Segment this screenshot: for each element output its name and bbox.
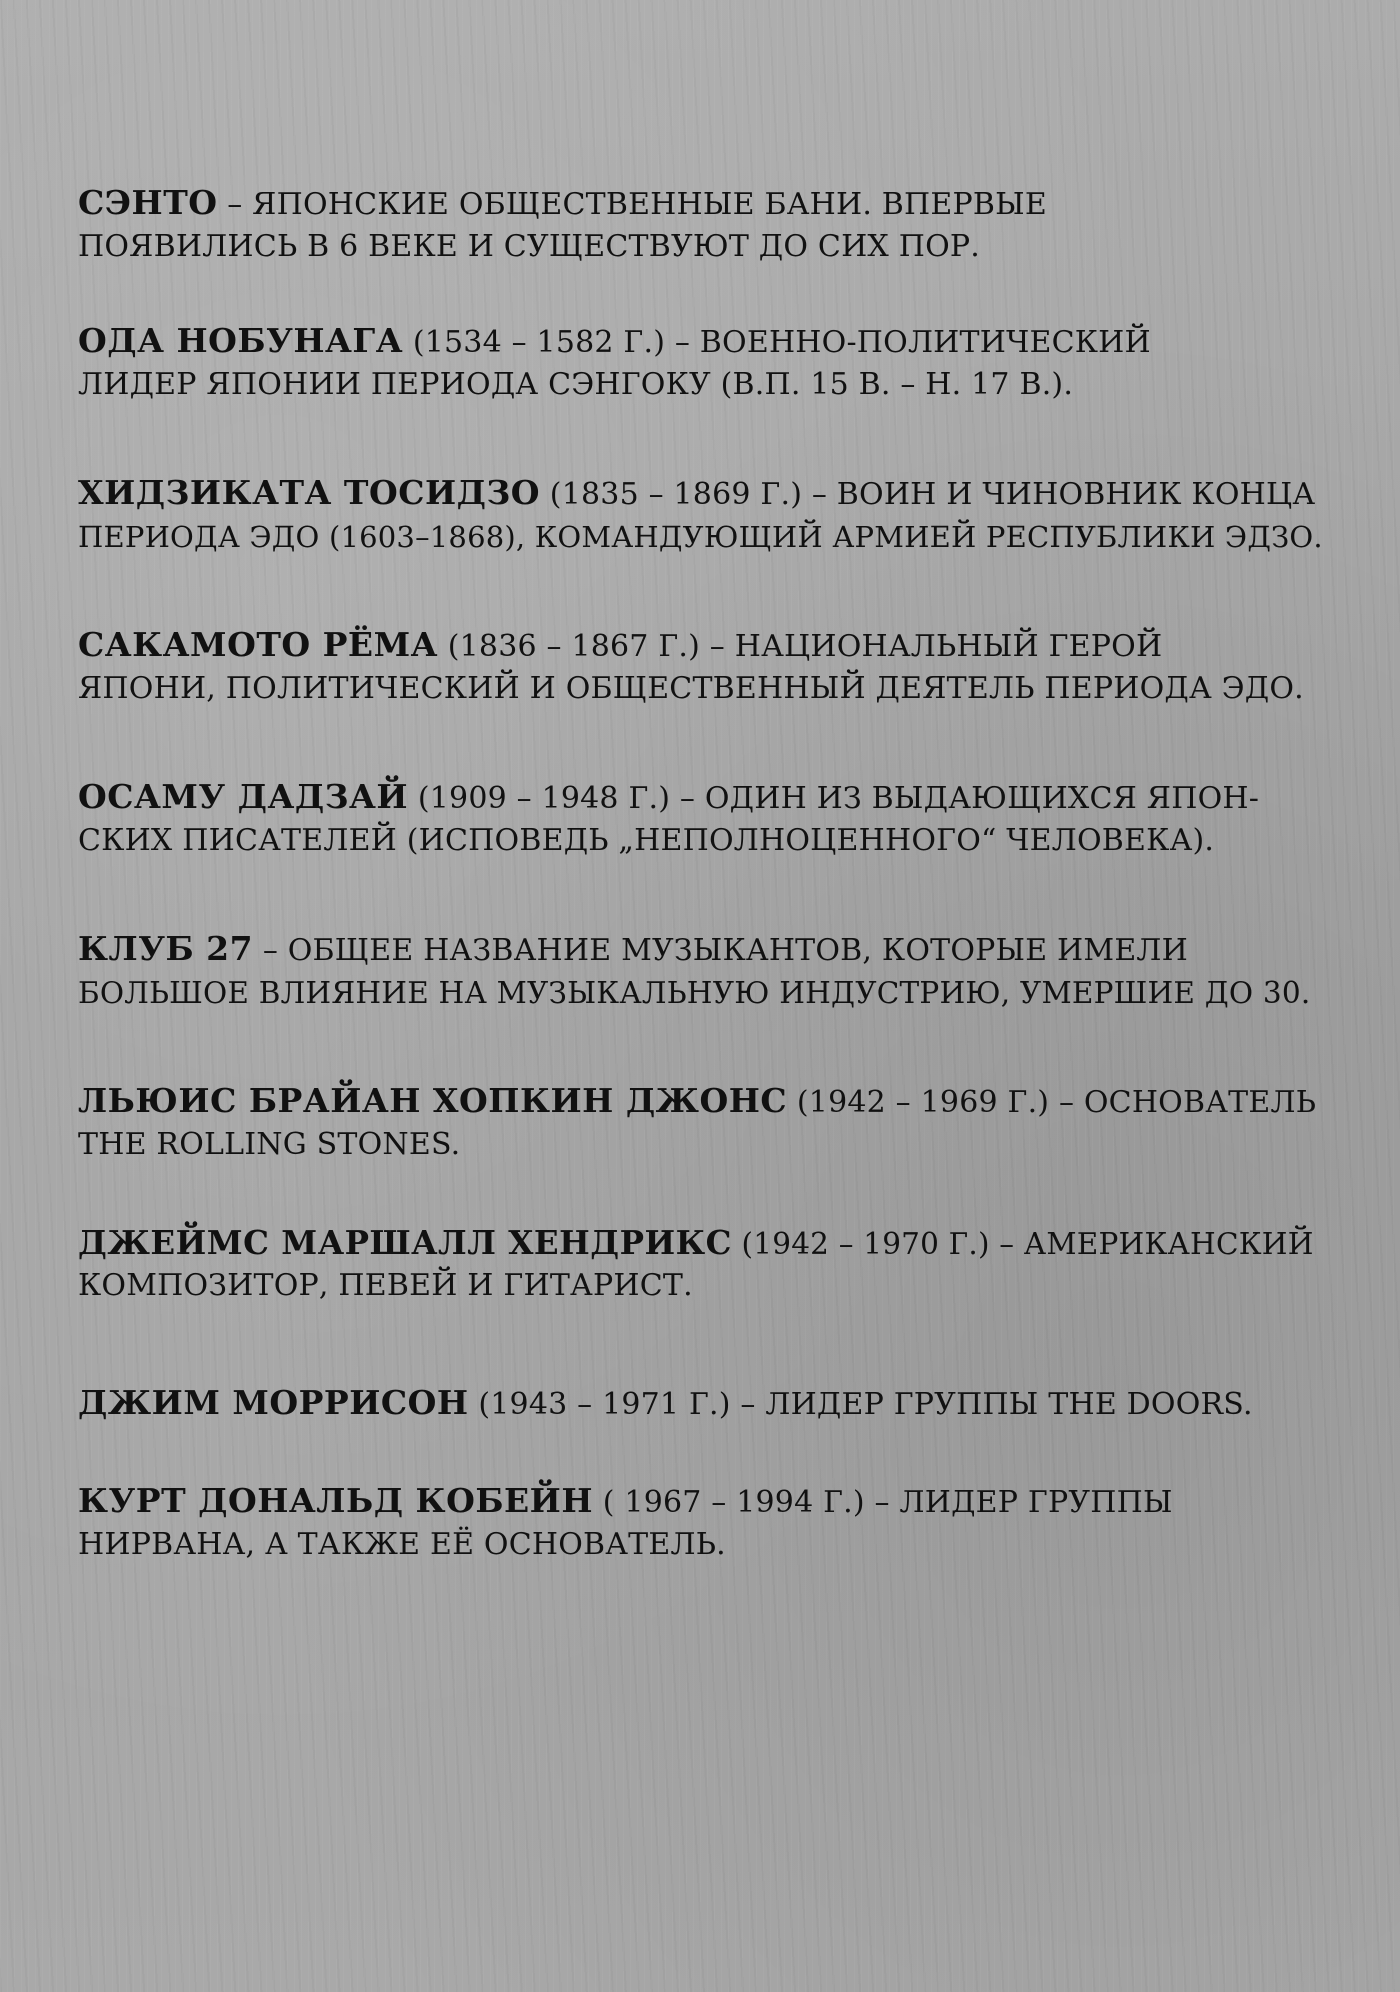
entry-text: ( 1967 – 1994 Г.) – ЛИДЕР ГРУППЫ (593, 1485, 1173, 1520)
entry-term: ОСАМУ ДАДЗАЙ (78, 777, 409, 816)
entry-term: ДЖИМ МОРРИСОН (78, 1383, 469, 1422)
entry-text: (1943 – 1971 Г.) – ЛИДЕР ГРУППЫ THE DOORS. (468, 1387, 1253, 1422)
entry-text: – ОБЩЕЕ НАЗВАНИЕ МУЗЫКАНТОВ, КОТОРЫЕ ИМЕЛИ (253, 933, 1189, 968)
entry-line-2: СКИХ ПИСАТЕЛЕЙ (ИСПОВЕДЬ „НЕПОЛНОЦЕННОГО“ ЧЕЛОВЕКА). (78, 823, 1215, 858)
entry-text: (1534 – 1582 Г.) – ВОЕННО-ПОЛИТИЧЕСКИЙ (403, 325, 1151, 360)
entry-term: ЛЬЮИС БРАЙАН ХОПКИН ДЖОНС (78, 1081, 788, 1120)
entry-text: (1942 – 1970 Г.) – АМЕРИКАНСКИЙ (731, 1227, 1314, 1261)
entry-text: (1836 – 1867 Г.) – НАЦИОНАЛЬНЫЙ ГЕРОЙ (437, 629, 1163, 664)
entry-line-1 (78, 182, 1328, 226)
entry-text: (1942 – 1969 Г.) – ОСНОВАТЕЛЬ (787, 1085, 1317, 1120)
entry-line-2: БОЛЬШОЕ ВЛИЯНИЕ НА МУЗЫКАЛЬНУЮ ИНДУСТРИЮ, УМЕРШИЕ ДО 30. (78, 976, 1311, 1010)
entry-text: (1835 – 1869 Г.) – ВОИН И ЧИНОВНИК КОНЦА (540, 477, 1316, 512)
entry-term: СЭНТО (78, 183, 218, 222)
glossary-entry-club-27 (78, 928, 1328, 1014)
entry-text: – ЯПОНСКИЕ ОБЩЕСТВЕННЫЕ БАНИ. ВПЕРВЫЕ (217, 187, 1047, 222)
entry-line-1 (78, 472, 1328, 516)
glossary-entry-kurt-cobain (78, 1480, 1328, 1566)
entry-text: (1909 – 1948 Г.) – ОДИН ИЗ ВЫДАЮЩИХСЯ ЯПОН- (408, 781, 1260, 816)
glossary-entry-brian-jones (78, 1080, 1328, 1166)
entry-line-2: КОМПОЗИТОР, ПЕВЕЙ И ГИТАРИСТ. (78, 1268, 693, 1303)
glossary-entry-jim-morrison (78, 1382, 1328, 1426)
entry-term: САКАМОТО РЁМА (78, 625, 438, 664)
entry-line-2: ПОЯВИЛИСЬ В 6 ВЕКЕ И СУЩЕСТВУЮТ ДО СИХ ПОР. (78, 229, 981, 264)
entry-term: КЛУБ 27 (78, 929, 254, 968)
entry-line-1 (78, 1382, 1328, 1426)
glossary-entry-osamu-dazai (78, 776, 1328, 862)
glossary-entry-hijikata-toshizo (78, 472, 1328, 558)
entry-line-1 (78, 1480, 1328, 1524)
entry-line-2: ПЕРИОДА ЭДО (1603–1868), КОМАНДУЮЩИЙ АРМИЕЙ РЕСПУБЛИКИ ЭДЗО. (78, 520, 1323, 554)
entry-line-2: THE ROLLING STONES. (78, 1127, 461, 1162)
entry-line-1 (78, 776, 1328, 820)
entry-line-1 (78, 320, 1328, 364)
entry-line-1 (78, 1080, 1328, 1124)
entry-term: КУРТ ДОНАЛЬД КОБЕЙН (78, 1481, 594, 1520)
glossary-entry-jimi-hendrix (78, 1222, 1328, 1307)
entry-line-2: НИРВАНА, А ТАКЖЕ ЕЁ ОСНОВАТЕЛЬ. (78, 1527, 726, 1562)
entry-line-2: ЯПОНИ, ПОЛИТИЧЕСКИЙ И ОБЩЕСТВЕННЫЙ ДЕЯТЕЛЬ ПЕРИОДА ЭДО. (78, 671, 1304, 706)
glossary-entry-oda-nobunaga (78, 320, 1328, 406)
glossary-entry-sento (78, 182, 1328, 268)
entry-line-1 (78, 928, 1328, 972)
entry-term: ДЖЕЙМС МАРШАЛЛ ХЕНДРИКС (78, 1224, 732, 1262)
entry-line-2: ЛИДЕР ЯПОНИИ ПЕРИОДА СЭНГОКУ (В.П. 15 В. – Н. 17 В.). (78, 367, 1074, 402)
entry-line-1 (78, 1222, 1328, 1265)
glossary-entry-sakamoto-ryoma (78, 624, 1328, 710)
entry-term: ОДА НОБУНАГА (78, 321, 404, 360)
entry-line-1 (78, 624, 1328, 668)
entry-term: ХИДЗИКАТА ТОСИДЗО (78, 473, 541, 512)
